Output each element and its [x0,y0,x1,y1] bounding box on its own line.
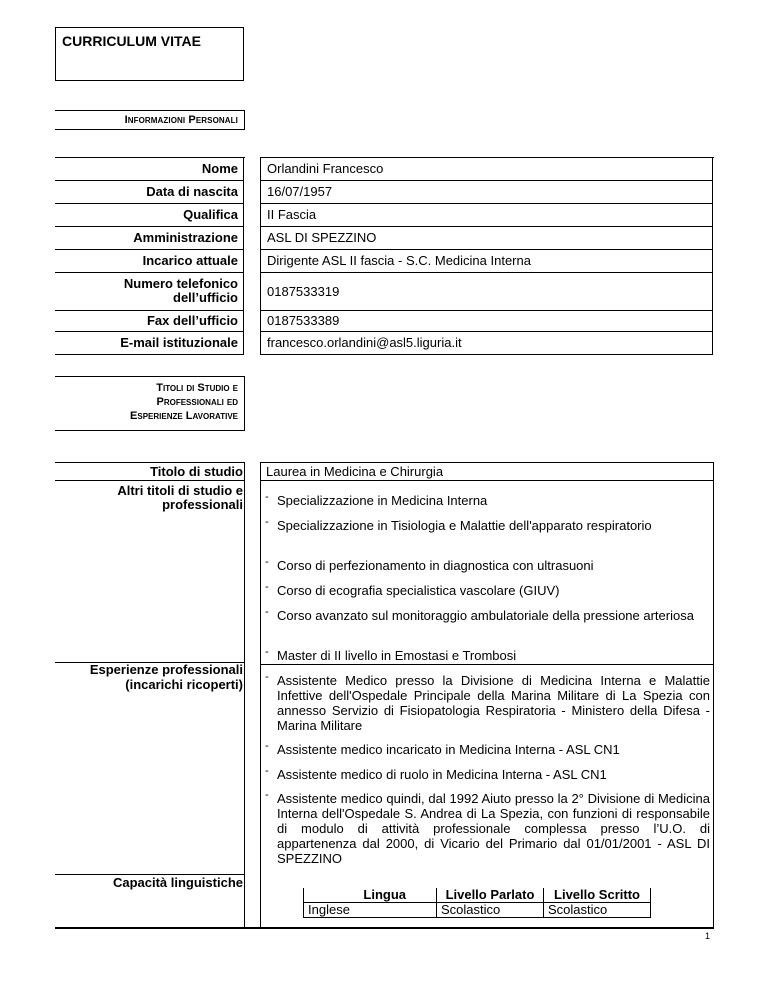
table-header-row [304,888,651,903]
field-value: Dirigente ASL II fascia - S.C. Medicina Interna [267,253,531,268]
field-label: Data di nascita [146,184,238,199]
field-label: Incarico attuale [142,253,238,268]
column-header: Livello Scritto [544,888,651,903]
field-label-altri-titoli: professionali [162,497,243,512]
field-label: dell’ufficio [173,290,238,305]
language-table [303,888,651,918]
field-value: francesco.orlandini@asl5.liguria.it [267,335,462,350]
section-title-line: Esperienze Lavorative [130,410,238,422]
field-value: 16/07/1957 [267,184,333,199]
section-header-titoli [55,376,245,431]
document-title: CURRICULUM VITAE [62,33,201,49]
table-row [55,204,713,227]
field-label-esperienze: Esperienze professionali [89,662,243,677]
column-header: Livello Parlato [437,888,544,903]
section-title-personal: Informazioni Personali [124,114,238,126]
section-header-personal [55,110,245,130]
title-box [55,27,244,81]
field-value: 0187533319 [267,284,340,299]
field-label-titolo-studio: Titolo di studio [150,464,243,479]
table-cell: Scolastico [437,903,544,918]
page-number: 1 [704,931,710,941]
table-row [55,158,713,181]
field-label: Nome [201,161,238,176]
field-label: Numero telefonico [123,276,238,291]
column-header: Lingua [304,888,437,903]
field-label: Amministrazione [133,230,238,245]
field-label: Fax dell’ufficio [146,313,238,328]
table-row [55,227,713,250]
field-value: Orlandini Francesco [267,161,384,176]
table-row [55,181,713,204]
section-title-line: Titoli di Studio e [156,382,238,394]
table-row [304,903,651,918]
field-label: E-mail istituzionale [120,335,238,350]
table-cell: Scolastico [544,903,651,918]
field-value: II Fascia [267,207,317,222]
field-label-lingue: Capacità linguistiche [112,875,243,890]
field-label: Qualifica [183,207,238,222]
field-label-altri-titoli: Altri titoli di studio e [117,483,243,498]
field-label-esperienze: (incarichi ricoperti) [125,677,243,692]
table-cell: Inglese [304,903,437,918]
section-title-line: Professionali ed [156,396,238,408]
table-row [55,250,713,273]
table-row [55,332,713,355]
field-value: ASL DI SPEZZINO [267,230,377,245]
field-value: 0187533389 [267,313,340,328]
table-row [55,273,713,311]
table-row [55,311,713,332]
field-value-titolo-studio: Laurea in Medicina e Chirurgia [266,464,444,479]
